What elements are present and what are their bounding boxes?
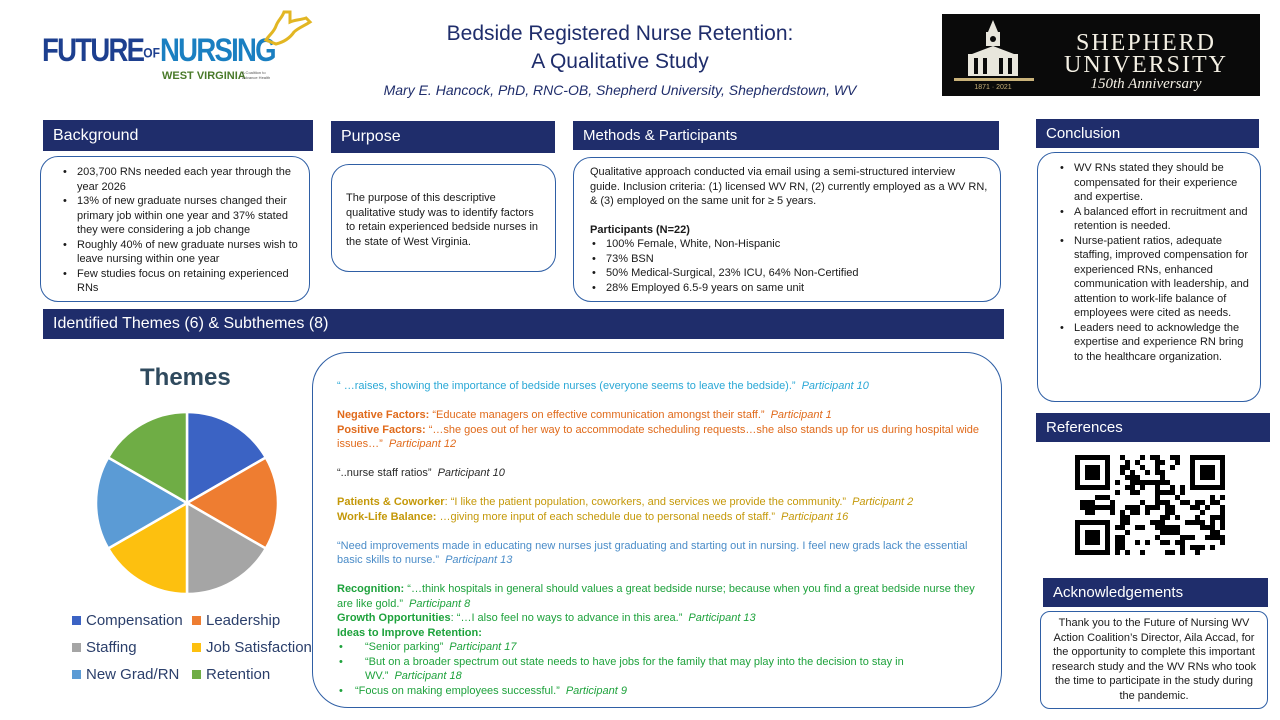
legend-swatch xyxy=(72,643,81,652)
acknowledgements-heading-text: Acknowledgements xyxy=(1053,584,1184,601)
ideas-label: Ideas to Improve Retention: xyxy=(337,626,482,639)
conclusion-heading-text: Conclusion xyxy=(1046,125,1121,142)
logo-state: WEST VIRGINIA xyxy=(162,70,246,82)
list-item: • “Focus on making employees successful.” Participant 9 xyxy=(337,684,981,699)
purpose-text: The purpose of this descriptive qualitative study was to identify factors to retain experienced bedside nurses in the state of West Virginia. xyxy=(346,192,539,248)
list-item: • 50% Medical-Surgical, 23% ICU, 64% Non-Certified xyxy=(590,266,988,281)
author-line: Mary E. Hancock, PhD, RNC-OB, Shepherd University, Shepherdstown, WV xyxy=(383,82,857,98)
conclusion-list xyxy=(1058,161,1252,364)
legend-item xyxy=(72,666,179,683)
legend-label: Leadership xyxy=(206,612,281,629)
legend-label: Staffing xyxy=(86,639,137,656)
logo-wordmark: FUTUREOFNURSING xyxy=(42,32,275,68)
legend-swatch xyxy=(72,670,81,679)
title-line-2: A Qualitative Study xyxy=(531,50,709,73)
quote-5: Patients & Coworker: “I like the patient population, coworkers, and services we provide the community.” Participant 2 xyxy=(337,496,914,508)
methods-heading-text: Methods & Participants xyxy=(583,127,738,144)
quote-3: Positive Factors: “…she goes out of her way to accommodate scheduling requests…she also stands up for us during hospital wide issues…” Participant 12 xyxy=(337,423,980,450)
participants-list xyxy=(590,237,988,295)
list-item: • 100% Female, White, Non-Hispanic xyxy=(590,237,988,252)
references-heading-text: References xyxy=(1046,419,1123,436)
methods-text: Qualitative approach conducted via email using a semi-structured interview guide. Inclusion criteria: (1) licensed WV RN, (2) currently employed as a WV RN, & (3) employed on the same unit for ≥ 5 years. xyxy=(590,166,988,207)
legend-item xyxy=(192,639,312,656)
shepherd-university-logo xyxy=(942,14,1260,96)
logo-line-2: UNIVERSITY xyxy=(1064,52,1228,78)
list-item: • 73% BSN xyxy=(590,252,988,267)
themes-pie-chart xyxy=(92,408,282,598)
conclusion-heading xyxy=(1036,119,1259,148)
references-heading xyxy=(1036,413,1270,442)
list-item: • 28% Employed 6.5-9 years on same unit xyxy=(590,281,988,296)
background-heading xyxy=(43,120,313,151)
legend-item xyxy=(72,612,183,629)
legend-label: Compensation xyxy=(86,612,183,629)
background-heading-text: Background xyxy=(53,126,139,144)
legend-item xyxy=(192,666,270,683)
themes-heading xyxy=(43,309,1004,339)
legend-label: New Grad/RN xyxy=(86,666,180,683)
list-item: • Few studies focus on retaining experienced RNs xyxy=(61,267,299,296)
methods-box xyxy=(573,157,1001,302)
conclusion-box xyxy=(1037,152,1261,402)
legend-label: Retention xyxy=(206,666,271,683)
quote-4: “..nurse staff ratios” Participant 10 xyxy=(337,467,505,479)
ideas-list xyxy=(337,640,981,698)
quote-6: Work-Life Balance: …giving more input of each schedule due to personal needs of staff.” Participant 16 xyxy=(337,510,849,523)
quote-9: Growth Opportunities: “…I also feel no ways to advance in this area.” Participant 13 xyxy=(337,612,756,624)
list-item: • A balanced effort in recruitment and retention is needed. xyxy=(1058,205,1252,234)
list-item: • 203,700 RNs needed each year through the year 2026 xyxy=(61,165,299,194)
background-list xyxy=(61,165,299,296)
qr-code-icon[interactable] xyxy=(1075,455,1225,555)
list-item: • “Senior parking” Participant 17 xyxy=(337,640,981,655)
pie-chart-title: Themes xyxy=(140,364,231,391)
acknowledgements-heading xyxy=(1043,578,1268,607)
legend-label: Job Satisfaction xyxy=(206,639,312,656)
list-item: • WV RNs stated they should be compensated for their experience and expertise. xyxy=(1058,161,1252,205)
logo-line-1: SHEPHERD xyxy=(1075,30,1217,56)
legend-item xyxy=(192,612,280,629)
list-item: • Leaders need to acknowledge the expertise and experience RN bring to the healthcare organization. xyxy=(1058,321,1252,365)
themes-heading-text: Identified Themes (6) & Subthemes (8) xyxy=(53,315,329,332)
list-item: • “But on a broader spectrum out state needs to have jobs for the family that may play into the decision to stay in WV.” Participant 18 xyxy=(337,655,981,684)
quote-8: Recognition: “…think hospitals in general should values a great bedside nurse; because when you find a great bedside nurse they are like gold.” Participant 8 xyxy=(337,583,975,610)
background-box xyxy=(40,156,310,302)
list-item: • 13% of new graduate nurses changed their primary job within one year and 37% stated they were considering a job change xyxy=(61,194,299,238)
pie-legend xyxy=(72,612,322,692)
quote-2: Negative Factors: “Educate managers on effective communication amongst their staff.” Participant 1 xyxy=(337,409,832,421)
acknowledgements-text: Thank you to the Future of Nursing WV Action Coalition’s Director, Aila Accad, for the opportunity to complete this important research study and the WV RNs who took the time to participate in the study during the pandemic. xyxy=(1051,617,1257,702)
poster-title xyxy=(330,20,910,98)
participants-label: Participants (N=22) xyxy=(590,223,690,236)
west-virginia-map-icon xyxy=(260,8,316,48)
legend-swatch xyxy=(72,616,81,625)
list-item: • Roughly 40% of new graduate nurses wish to leave nursing within one year xyxy=(61,238,299,267)
purpose-box xyxy=(331,164,556,272)
list-item: • Nurse-patient ratios, adequate staffing, improved compensation for experienced RNs, enhanced communication with leadership, and attention to work-life balance of employees were cited as needs. xyxy=(1058,234,1252,321)
legend-item xyxy=(72,639,137,656)
title-line-1: Bedside Registered Nurse Retention: xyxy=(446,22,794,45)
legend-swatch xyxy=(192,670,201,679)
future-of-nursing-logo xyxy=(42,6,282,86)
methods-heading xyxy=(573,121,999,150)
purpose-heading xyxy=(331,121,555,153)
quote-1: “ …raises, showing the importance of bedside nurses (everyone seems to leave the bedside).” Participant 10 xyxy=(337,380,869,392)
legend-swatch xyxy=(192,643,201,652)
quote-7: “Need improvements made in educating new nurses just graduating and starting out in nursing. I feel new grads lack the essential basic skills to nurse.” Participant 13 xyxy=(337,539,968,566)
logo-anniversary: 150th Anniversary xyxy=(1090,76,1202,92)
logo-tagline: A Coalition to Advance Health xyxy=(242,70,271,80)
legend-swatch xyxy=(192,616,201,625)
anniversary-years: 1871 · 2021 xyxy=(974,84,1012,91)
purpose-heading-text: Purpose xyxy=(341,128,401,145)
quotes-box xyxy=(312,352,1002,708)
cupola-building-icon xyxy=(950,18,1036,84)
acknowledgements-box xyxy=(1040,611,1268,709)
